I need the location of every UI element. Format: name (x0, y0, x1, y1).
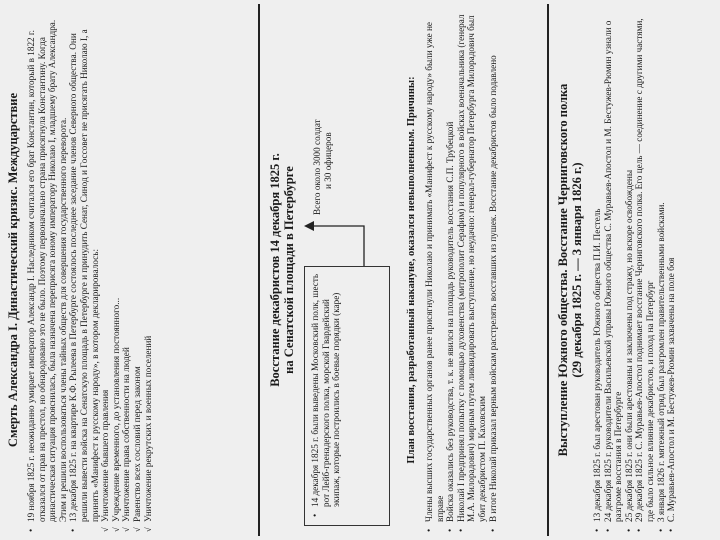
list-item: • 3 января 1826 г. мятежный отряд был разгромлен правительственными войсками. (656, 6, 667, 534)
heading-line: Выступление Южного общества. Восстание Черниговского полка (556, 83, 570, 457)
section-heading (552, 0, 584, 540)
section-heading (264, 0, 296, 540)
list-item: • Войска оказались без руководства, т. к. не явился на площадь руководитель восстания С.П. Трубецкой (445, 6, 456, 534)
box-list (310, 273, 342, 519)
list-item: Этим и решили воспользоваться члены тайных обществ для совершения государственного переворота. (57, 117, 68, 522)
divider (258, 4, 260, 536)
list-item: • 13 декабря 1825 г. был арестован руководитель Южного общества П.И. Пестель (592, 6, 603, 534)
troops-line: и 30 офицеров (322, 132, 333, 189)
list-item: • 19 ноября 1825 г. неожиданно умирает император Александр I. Наследником считался его брат Константин, который в 1822 г. отказался от прав на престол, но обнародовано это не было. Поэтому первоначально страна присягнула Константину. Когда династическая ситуация прояснилась, была назначена переприсяга юному императору Николаю I, младшему брату Александра. (26, 6, 58, 534)
list-item: √ Уничтожение бывшего правления (100, 6, 111, 534)
list-item: • Николай I предпринял попытку с помощью духовенства (митрополит Серафим) и популярного в войсках военачальника (генерал М.А. Милорадович) мирным путем ликвидировать выступление, но неудачно: генерал-губернатор Петербурга Милорадович был убит декабристом П. Каховским (456, 6, 488, 534)
list-item: • С. Муравьев-Апостол и М. Бестужев-Рюмин захвачены на поле боя (666, 6, 677, 534)
list-item: • 29 декабря 1825 г. С. Муравьев-Апостол поднимает восстание Черниговского полка. Его цель — соединение с другими частями, где было сильное влияние декабристов, и поход на Петербург (634, 6, 655, 534)
section-chernigov-revolt (552, 0, 718, 540)
list-item: • 14 декабря 1825 г. были выведены Московский полк, шесть рот Лейб-гренадерского полка, морской Гвардейский экипаж, которые построились в боевые порядки (каре) (310, 273, 342, 519)
list-item: • Члены высших государственных органов ранее присягнули Николаю и принимать «Манифест к русскому народу» были уже не вправе (424, 6, 445, 534)
section-list (592, 0, 677, 540)
section-interregnum (4, 0, 266, 540)
troops-count (312, 65, 333, 215)
heading-line: Восстание декабристов 14 декабря 1825 г. (268, 153, 282, 387)
list-item: √ Уничтожение права собственности на людей (121, 6, 132, 534)
section-senate-square (264, 0, 554, 540)
section-list (26, 0, 153, 540)
heading-line: на Сенатской площади в Петербурге (282, 166, 296, 374)
divider (547, 4, 549, 536)
arrow-connector (264, 206, 394, 266)
list-item: • 24 декабря 1825 г. руководители Васильевской управы Южного общества С. Муравьев-Апостол и М. Бестужев-Рюмин узнали о разгроме восстания в Петербурге (603, 6, 624, 534)
arrow-head-icon (304, 221, 314, 231)
regiments-box (304, 266, 390, 526)
list-item: • В итоге Николай приказал верным войскам расстрелять восставших из пушек. Восстание декабристов было подавлено (488, 6, 499, 534)
list-item: • 13 декабря 1825 г. на квартире К.Ф. Рылеева в Петербурге состоялось последнее заседание членов Северного общества. Они решили вывести войска на Сенатскую площадь в Петербурге и принудить Сенат, Синод и Госсовет не присягать Николаю I, а принять «Манифест к русскому народу», в котором декларировалось: (68, 6, 100, 534)
list-item: √ Уничтожение рекрутских и военных поселений (143, 6, 154, 534)
heading-line: (29 декабря 1825 г. — 3 января 1826 г.) (570, 162, 584, 378)
troops-line: Всего около 3000 солдат (312, 119, 322, 215)
list-item: √ Учреждение временного, до установления постоянного... (111, 6, 122, 534)
plan-heading: План восстания, разработанный накануне, оказался невыполненным. Причины: (406, 76, 417, 464)
reasons-list (424, 6, 498, 534)
list-item: • 25 декабря 1825 г. они были арестованы и заключены под стражу, но вскоре освобождены (624, 6, 635, 534)
arrow-line (312, 226, 364, 266)
section-heading: Смерть Александра I. Династический кризис. Междуцарствие (6, 92, 20, 448)
list-item: √ Равенство всех сословий перед законом (132, 6, 143, 534)
